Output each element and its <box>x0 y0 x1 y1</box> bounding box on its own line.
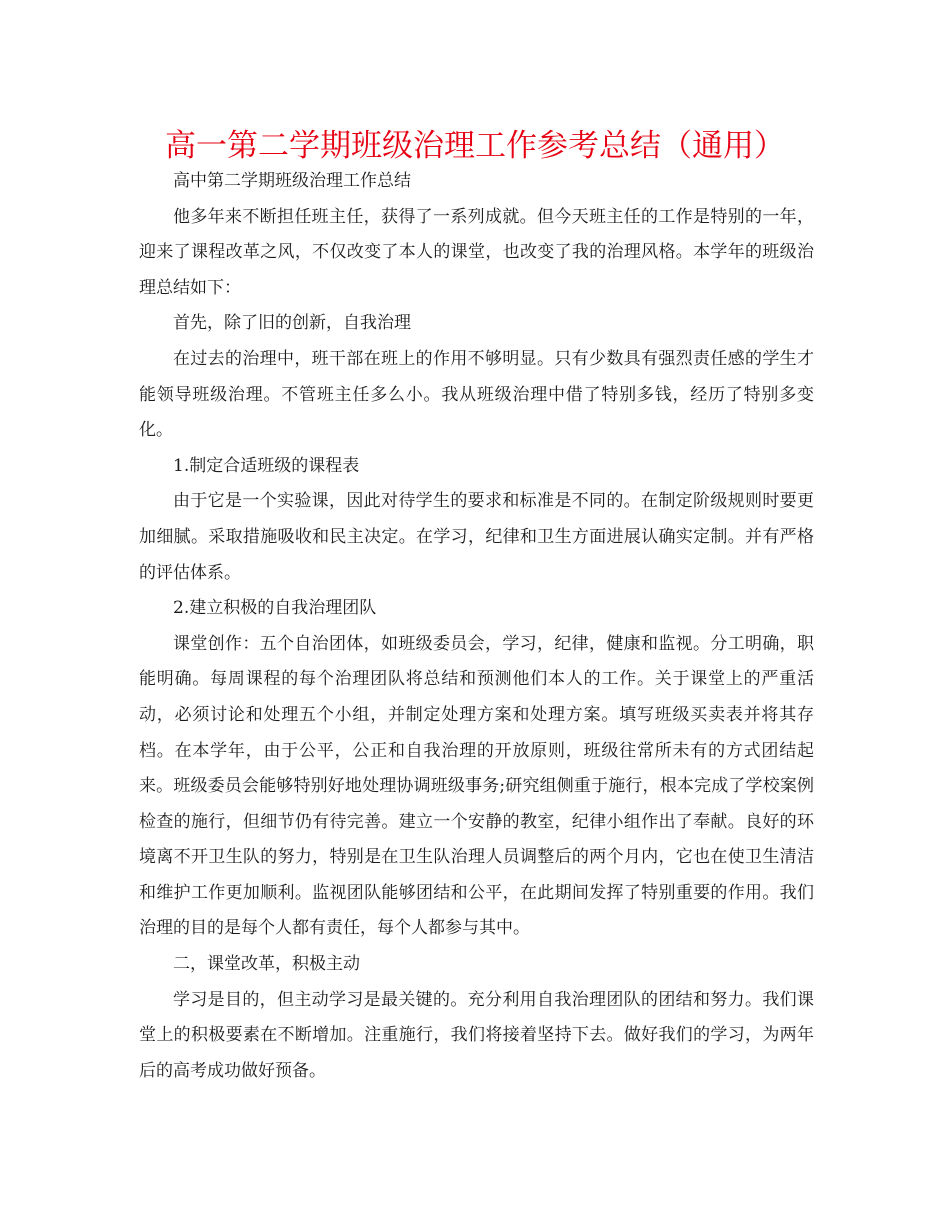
subsection-heading-1: 1.制定合适班级的课程表 <box>173 455 360 476</box>
body-paragraph: 在过去的治理中，班干部在班上的作用不够明显。只有少数具有强烈责任感的学生才能领导班级治理。不管班主任多么小。我从班级治理中借了特别多钱，经历了特别多变化。 <box>139 348 814 441</box>
subtitle-paragraph: 高中第二学期班级治理工作总结 <box>173 171 411 191</box>
document-body <box>139 164 814 1089</box>
intro-paragraph: 他多年来不断担任班主任，获得了一系列成就。但今天班主任的工作是特别的一年，迎来了课程改革之风，不仅改变了本人的课堂，也改变了我的治理风格。本学年的班级治理总结如下： <box>139 206 814 298</box>
body-paragraph: 学习是目的，但主动学习是最关键的。充分利用自我治理团队的团结和努力。我们课堂上的积极要素在不断增加。注重施行，我们将接着坚持下去。做好我们的学习，为两年后的高考成功做好预备。 <box>139 989 814 1081</box>
section-heading-first: 首先，除了旧的创新，自我治理 <box>173 313 411 334</box>
body-paragraph: 课堂创作：五个自治团体，如班级委员会，学习，纪律，健康和监视。分工明确，职能明确。每周课程的每个治理团队将总结和预测他们本人的工作。关于课堂上的严重活动，必须讨论和处理五个小组，并制定处理方案和处理方案。填写班级买卖表并将其存档。在本学年，由于公平，公正和自我治理的开放原则，班级往常所未有的方式团结起来。班级委员会能够特别好地处理协调班级事务;研究组侧重于施行，根本完成了学校案例检查的施行，但细节仍有待完善。建立一个安静的教室，纪律小组作出了奉献。良好的环境离不开卫生队的努力，特别是在卫生队治理人员调整后的两个月内，它也在使卫生清洁和维护工作更加顺利。监视团队能够团结和公平，在此期间发挥了特别重要的作用。我们治理的目的是每个人都有责任，每个人都参与其中。 <box>139 633 814 939</box>
body-paragraph: 由于它是一个实验课，因此对待学生的要求和标准是不同的。在制定阶级规则时要更加细腻。采取措施吸收和民主决定。在学习，纪律和卫生方面进展认确实定制。并有严格的评估体系。 <box>139 491 814 583</box>
document-title: 高一第二学期班级治理工作参考总结（通用） <box>165 128 785 164</box>
section-heading-second: 二，课堂改革，积极主动 <box>173 954 360 975</box>
subsection-heading-2: 2.建立积极的自我治理团队 <box>173 598 377 619</box>
